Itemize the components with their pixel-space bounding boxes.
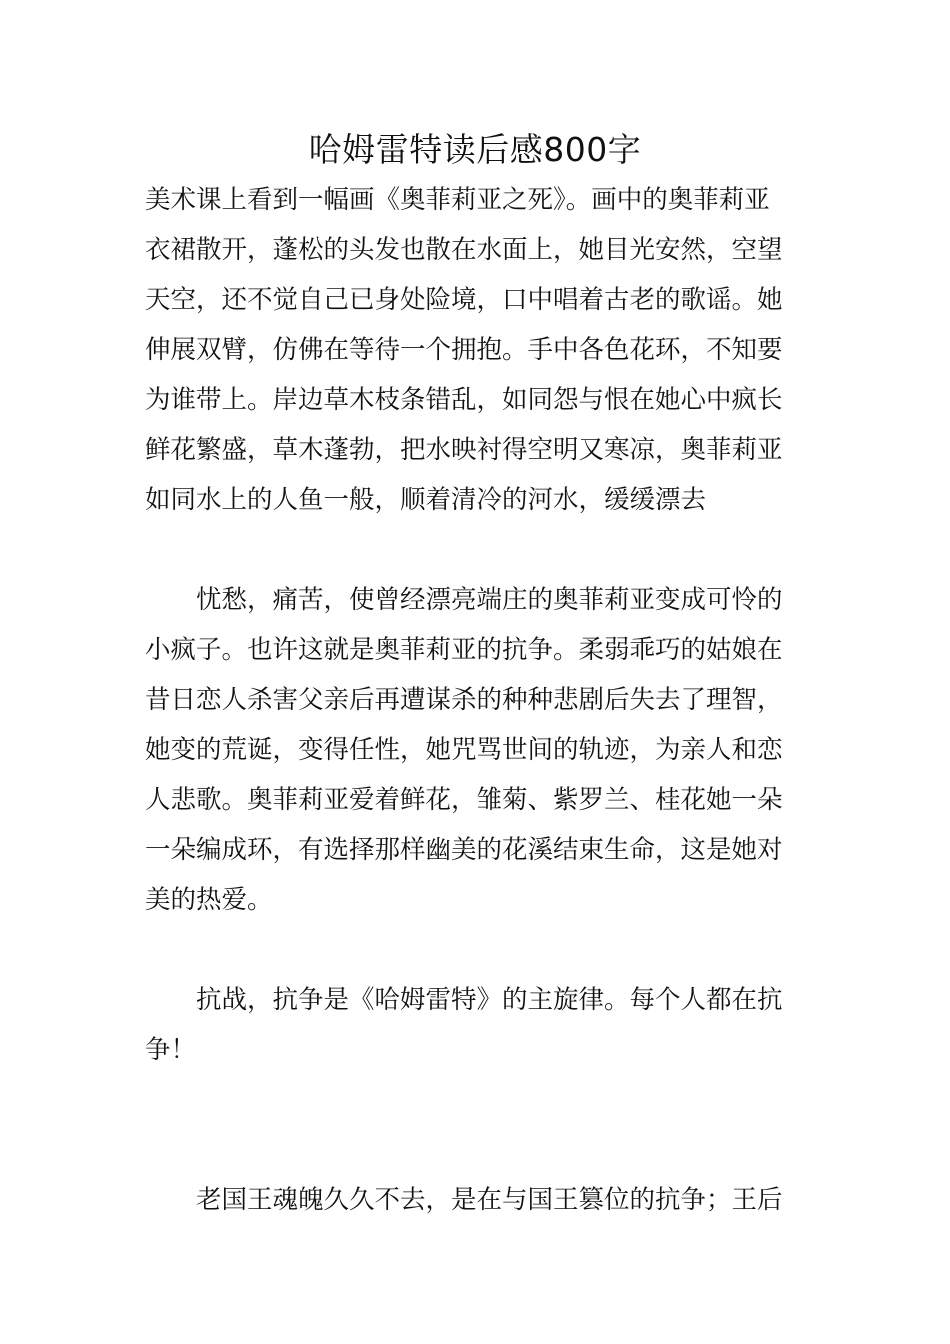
paragraph-4-line-1: 老国王魂魄久久不去，是在与国王篡位的抗争；王后 xyxy=(145,1185,783,1215)
paragraph-1-line-6: 鲜花繁盛，草木蓬勃，把水映衬得空明又寒凉，奥菲莉亚 xyxy=(145,435,783,465)
paragraph-1-line-3: 天空，还不觉自己已身处险境，口中唱着古老的歌谣。她 xyxy=(145,285,783,315)
paragraph-2-line-2: 小疯子。也许这就是奥菲莉亚的抗争。柔弱乖巧的姑娘在 xyxy=(145,635,783,665)
paragraph-3-line-1: 抗战，抗争是《哈姆雷特》的主旋律。每个人都在抗 xyxy=(145,985,783,1015)
paragraph-1-line-2: 衣裙散开，蓬松的头发也散在水面上，她目光安然，空望 xyxy=(145,235,783,265)
paragraph-3-line-2: 争！ xyxy=(145,1035,197,1065)
paragraph-1-line-4: 伸展双臂，仿佛在等待一个拥抱。手中各色花环，不知要 xyxy=(145,335,783,365)
paragraph-2-line-6: 一朵编成环，有选择那样幽美的花溪结束生命，这是她对 xyxy=(145,835,783,865)
document-title: 哈姆雷特读后感800字 xyxy=(308,130,642,169)
paragraph-1-line-5: 为谁带上。岸边草木枝条错乱，如同怨与恨在她心中疯长 xyxy=(145,385,783,415)
paragraph-2-line-4: 她变的荒诞，变得任性，她咒骂世间的轨迹，为亲人和恋 xyxy=(145,735,783,765)
paragraph-1-line-1: 美术课上看到一幅画《奥菲莉亚之死》。画中的奥菲莉亚 xyxy=(145,185,770,215)
paragraph-2-line-5: 人悲歌。奥菲莉亚爱着鲜花，雏菊、紫罗兰、桂花她一朵 xyxy=(145,785,783,815)
paragraph-2-line-7: 美的热爱。 xyxy=(145,885,273,915)
paragraph-2-line-3: 昔日恋人杀害父亲后再遭谋杀的种种悲剧后失去了理智， xyxy=(145,685,783,715)
paragraph-1-line-7: 如同水上的人鱼一般，顺着清冷的河水，缓缓漂去 xyxy=(145,485,707,515)
paragraph-2-line-1: 忧愁，痛苦，使曾经漂亮端庄的奥菲莉亚变成可怜的 xyxy=(145,585,783,615)
